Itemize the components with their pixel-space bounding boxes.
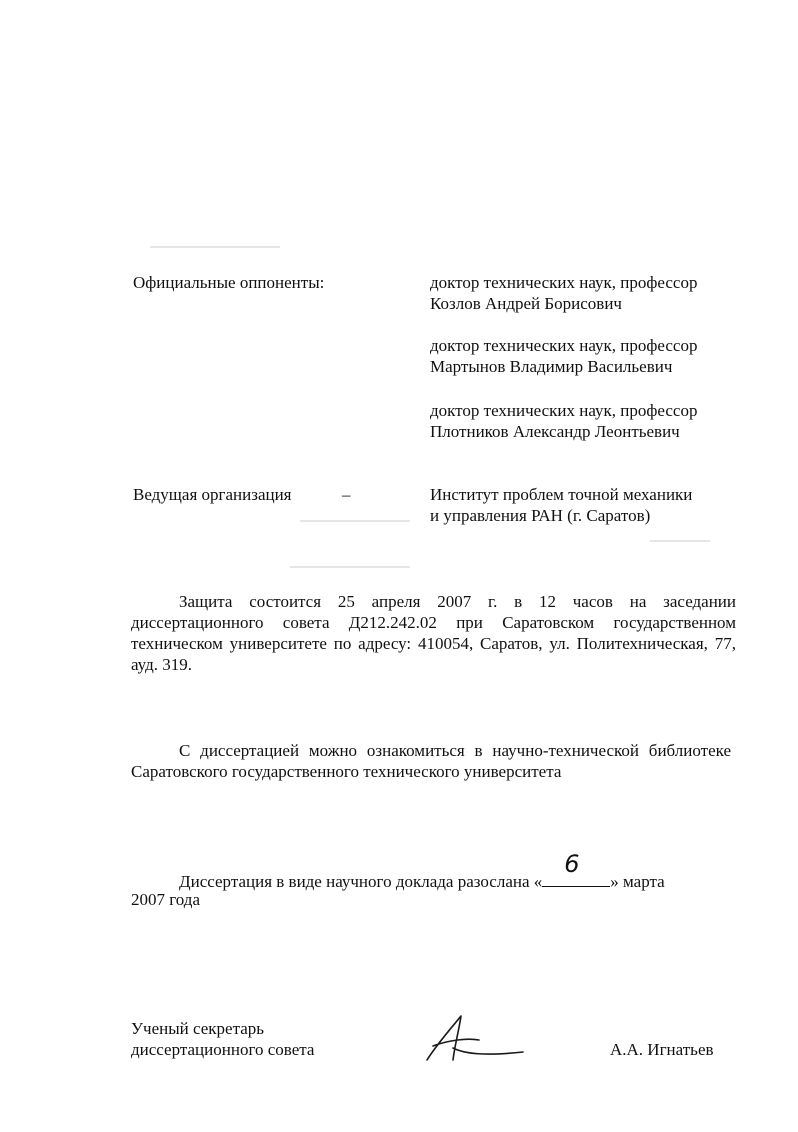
library-text: С диссертацией можно ознакомиться в научно-технической библиотеке Саратовского государственного технического университета — [131, 741, 731, 781]
opponent-1-degree: доктор технических наук, профессор — [430, 273, 698, 292]
scan-artifact — [650, 540, 710, 542]
leading-org-line2: и управления РАН (г. Саратов) — [430, 506, 651, 525]
secretary-title-line2: диссертационного совета — [131, 1040, 315, 1059]
distribution-line — [179, 850, 665, 892]
library-paragraph — [131, 740, 731, 782]
opponents-label: Официальные оппоненты: — [133, 273, 325, 292]
distribution-text-before: Диссертация в виде научного доклада разослана « — [179, 872, 543, 891]
opponent-2-degree: доктор технических наук, профессор — [430, 336, 698, 355]
opponent-3-name: Плотников Александр Леонтьевич — [430, 422, 680, 441]
distribution-year: 2007 года — [131, 890, 201, 909]
opponent-3-degree: доктор технических наук, профессор — [430, 401, 698, 420]
distribution-text-after: » марта — [610, 872, 665, 891]
leading-org-line1: Институт проблем точной механики — [430, 485, 693, 504]
handwritten-signature — [415, 1000, 545, 1070]
distribution-day: 6 — [564, 850, 580, 878]
leading-org-label: Ведущая организация — [133, 485, 292, 504]
opponent-1-name: Козлов Андрей Борисович — [430, 294, 622, 313]
defense-text: Защита состоится 25 апреля 2007 г. в 12 часов на заседании диссертационного совета Д212.242.02 при Саратовском государственном техническом университете по адресу: 410054, Саратов, ул. Политехническая, 77, ауд. 319. — [131, 592, 736, 674]
scan-artifact — [290, 566, 410, 568]
opponent-2-name: Мартынов Владимир Васильевич — [430, 357, 673, 376]
leading-org-dash: – — [342, 485, 351, 504]
scan-artifact — [300, 520, 410, 522]
secretary-title-line1: Ученый секретарь — [131, 1019, 265, 1038]
defense-paragraph — [131, 591, 736, 675]
secretary-name: А.А. Игнатьев — [610, 1040, 714, 1059]
scan-artifact — [150, 246, 280, 248]
distribution-day-blank — [542, 850, 610, 887]
